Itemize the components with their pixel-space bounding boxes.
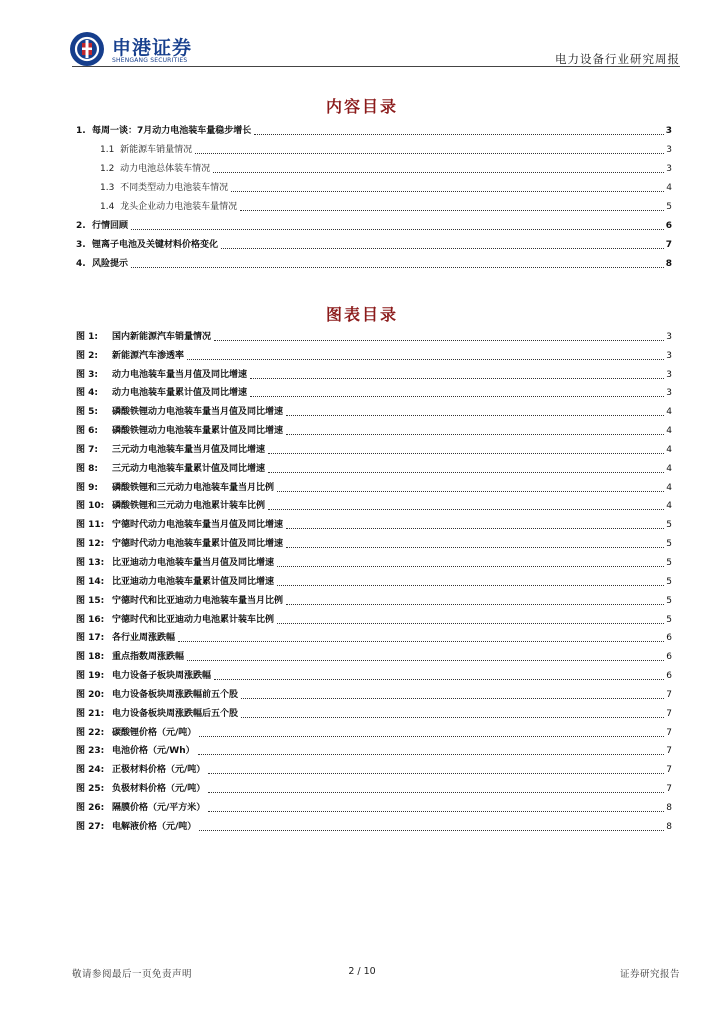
entry-number: 图 14: [76, 576, 105, 587]
figure-entry[interactable] [76, 550, 672, 569]
entry-label: 每周一谈：7月动力电池装车量稳步增长 [91, 126, 252, 136]
contents-entry[interactable] [76, 194, 672, 213]
dot-leader [131, 228, 664, 230]
entry-page-number: 7 [666, 765, 672, 776]
entry-label: 三元动力电池装车量当月值及同比增速 [112, 444, 266, 455]
entry-number: 图 21: [76, 708, 105, 719]
dot-leader [208, 772, 664, 774]
entry-number: 图 22: [76, 727, 105, 738]
entry-page-number: 6 [666, 652, 672, 663]
entry-number: 图 3: [76, 369, 98, 380]
entry-number: 图 26: [76, 802, 105, 813]
entry-label: 不同类型动力电池装车情况 [120, 183, 229, 193]
figure-entry[interactable] [76, 381, 672, 400]
entry-label: 国内新能源汽车销量情况 [112, 331, 212, 342]
entry-label: 宁德时代和比亚迪动力电池装车量当月比例 [112, 595, 284, 606]
contents-entry[interactable] [76, 232, 672, 251]
dot-leader [250, 377, 664, 379]
figure-entry[interactable] [76, 776, 672, 795]
entry-page-number: 3 [666, 369, 672, 380]
entry-label: 隔膜价格（元/平方米） [112, 802, 206, 813]
entry-number: 图 8: [76, 463, 98, 474]
entry-page-number: 8 [665, 259, 672, 269]
entry-number: 图 18: [76, 652, 105, 663]
contents-entry[interactable] [76, 118, 672, 137]
figure-entry[interactable] [76, 663, 672, 682]
dot-leader [199, 735, 664, 737]
dot-leader [214, 339, 664, 341]
entry-label: 风险提示 [91, 259, 128, 269]
entry-page-number: 3 [666, 331, 672, 342]
figure-entry[interactable] [76, 531, 672, 550]
entry-label: 电力设备板块周涨跌幅前五个股 [112, 689, 239, 700]
figure-entry[interactable] [76, 607, 672, 626]
entry-label: 磷酸铁锂和三元动力电池装车量当月比例 [112, 482, 275, 493]
dot-leader [250, 395, 664, 397]
dot-leader [178, 640, 664, 642]
entry-page-number: 3 [666, 164, 672, 174]
entry-page-number: 7 [666, 689, 672, 700]
report-category-title: 电力设备行业研究周报 [555, 52, 680, 66]
figure-entry[interactable] [76, 644, 672, 663]
entry-number: 图 9: [76, 482, 98, 493]
dot-leader [241, 697, 664, 699]
header-divider [72, 66, 680, 67]
figure-entry[interactable] [76, 682, 672, 701]
contents-entry[interactable] [76, 175, 672, 194]
figure-entry[interactable] [76, 475, 672, 494]
dot-leader [277, 622, 664, 624]
entry-number: 图 19: [76, 671, 105, 682]
entry-label: 正极材料价格（元/吨） [112, 765, 206, 776]
contents-entry[interactable] [76, 251, 672, 270]
dot-leader [268, 471, 664, 473]
dot-leader [208, 810, 664, 812]
entry-page-number: 7 [666, 727, 672, 738]
entry-number: 图 11: [76, 520, 105, 531]
figure-entry[interactable] [76, 456, 672, 475]
entry-label: 龙头企业动力电池装车量情况 [120, 202, 238, 212]
figures-list [76, 324, 672, 833]
contents-entry[interactable] [76, 213, 672, 232]
entry-number: 图 2: [76, 350, 98, 361]
figure-entry[interactable] [76, 588, 672, 607]
entry-page-number: 4 [666, 463, 672, 474]
logo-mark-icon [70, 32, 104, 66]
entry-label: 电力设备子板块周涨跌幅 [112, 671, 212, 682]
contents-heading: 内容目录 [325, 97, 398, 116]
entry-page-number: 5 [666, 614, 672, 625]
entry-page-number: 4 [666, 444, 672, 455]
entry-number: 图 20: [76, 689, 105, 700]
figure-entry[interactable] [76, 324, 672, 343]
dot-leader [277, 490, 664, 492]
dot-leader [131, 266, 664, 268]
entry-number: 图 7: [76, 444, 98, 455]
entry-label: 电池价格（元/Wh） [112, 746, 195, 757]
figure-entry[interactable] [76, 757, 672, 776]
entry-number: 2. [76, 221, 86, 231]
entry-number: 图 27: [76, 821, 105, 832]
entry-label: 三元动力电池装车量累计值及同比增速 [112, 463, 266, 474]
report-type: 证券研究报告 [619, 969, 680, 980]
disclaimer-note: 敬请参阅最后一页免责声明 [72, 969, 193, 980]
page-footer [0, 960, 724, 990]
entry-page-number: 5 [666, 202, 672, 212]
entry-label: 各行业周涨跌幅 [112, 633, 176, 644]
entry-page-number: 3 [666, 145, 672, 155]
entry-page-number: 3 [666, 388, 672, 399]
entry-number: 1.1 [100, 145, 115, 155]
dot-leader [277, 584, 664, 586]
dot-leader [187, 358, 664, 360]
entry-number: 4. [76, 259, 86, 269]
entry-number: 图 4: [76, 388, 98, 399]
dot-leader [198, 753, 665, 755]
figure-entry[interactable] [76, 437, 672, 456]
entry-label: 宁德时代动力电池装车量当月值及同比增速 [112, 520, 284, 531]
contents-entry[interactable] [76, 156, 672, 175]
entry-label: 磷酸铁锂动力电池装车量累计值及同比增速 [112, 426, 284, 437]
entry-page-number: 5 [666, 539, 672, 550]
dot-leader [277, 565, 664, 567]
entry-page-number: 8 [666, 802, 672, 813]
entry-label: 宁德时代动力电池装车量累计值及同比增速 [112, 539, 284, 550]
figure-entry[interactable] [76, 362, 672, 381]
entry-label: 动力电池总体装车情况 [120, 164, 211, 174]
entry-number: 3. [76, 240, 86, 250]
entry-label: 重点指数周涨跌幅 [112, 652, 185, 663]
figure-entry[interactable] [76, 814, 672, 833]
entry-page-number: 5 [666, 520, 672, 531]
entry-page-number: 8 [666, 821, 672, 832]
dot-leader [286, 546, 664, 548]
entry-label: 比亚迪动力电池装车量当月值及同比增速 [112, 557, 275, 568]
dot-leader [286, 433, 664, 435]
entry-label: 磷酸铁锂动力电池装车量当月值及同比增速 [112, 407, 284, 418]
entry-page-number: 7 [666, 784, 672, 795]
dot-leader [254, 133, 664, 135]
figure-entry[interactable] [76, 399, 672, 418]
entry-number: 图 10: [76, 501, 105, 512]
entry-label: 新能源汽车渗透率 [112, 350, 185, 361]
entry-number: 图 25: [76, 784, 105, 795]
dot-leader [241, 716, 664, 718]
entry-number: 图 1: [76, 331, 98, 342]
dot-leader [286, 603, 664, 605]
figure-entry[interactable] [76, 512, 672, 531]
entry-page-number: 5 [666, 576, 672, 587]
entry-label: 电力设备板块周涨跌幅后五个股 [112, 708, 239, 719]
entry-label: 负极材料价格（元/吨） [112, 784, 206, 795]
entry-number: 图 17: [76, 633, 105, 644]
entry-page-number: 6 [666, 633, 672, 644]
entry-label: 动力电池装车量累计值及同比增速 [112, 388, 248, 399]
entry-page-number: 3 [666, 350, 672, 361]
entry-page-number: 5 [666, 595, 672, 606]
figure-entry[interactable] [76, 701, 672, 720]
entry-page-number: 4 [666, 482, 672, 493]
dot-leader [286, 414, 664, 416]
entry-number: 1.2 [100, 164, 115, 174]
entry-number: 图 24: [76, 765, 105, 776]
figure-entry[interactable] [76, 494, 672, 513]
dot-leader [240, 209, 664, 211]
entry-number: 图 13: [76, 557, 105, 568]
entry-page-number: 4 [666, 183, 672, 193]
entry-number: 1.4 [100, 202, 115, 212]
entry-label: 锂离子电池及关键材料价格变化 [91, 240, 218, 250]
dot-leader [214, 678, 664, 680]
entry-page-number: 7 [666, 746, 672, 757]
entry-page-number: 3 [665, 126, 672, 136]
figure-entry[interactable] [76, 795, 672, 814]
entry-number: 图 16: [76, 614, 105, 625]
entry-number: 图 5: [76, 407, 98, 418]
dot-leader [213, 171, 664, 173]
entry-page-number: 4 [666, 426, 672, 437]
entry-number: 1. [76, 126, 86, 136]
figure-entry[interactable] [76, 569, 672, 588]
entry-label: 新能源车销量情况 [120, 145, 193, 155]
dot-leader [187, 659, 664, 661]
entry-page-number: 6 [666, 671, 672, 682]
page-header [0, 0, 724, 70]
entry-page-number: 4 [666, 407, 672, 418]
entry-label: 比亚迪动力电池装车量累计值及同比增速 [112, 576, 275, 587]
entry-label: 动力电池装车量当月值及同比增速 [112, 369, 248, 380]
entry-number: 图 12: [76, 539, 105, 550]
figure-entry[interactable] [76, 720, 672, 739]
figure-entry[interactable] [76, 626, 672, 645]
dot-leader [286, 527, 664, 529]
dot-leader [268, 508, 664, 510]
entry-number: 图 15: [76, 595, 105, 606]
dot-leader [221, 247, 664, 249]
entry-page-number: 6 [665, 221, 672, 231]
dot-leader [195, 152, 664, 154]
entry-label: 行情回顾 [91, 221, 128, 231]
contents-list [76, 118, 672, 270]
entry-page-number: 4 [666, 501, 672, 512]
dot-leader [199, 829, 664, 831]
dot-leader [231, 190, 664, 192]
dot-leader [268, 452, 664, 454]
contents-entry[interactable] [76, 137, 672, 156]
page-number: 2 / 10 [348, 966, 376, 977]
dot-leader [208, 791, 664, 793]
entry-page-number: 5 [666, 557, 672, 568]
entry-number: 图 23: [76, 746, 105, 757]
entry-number: 图 6: [76, 426, 98, 437]
logo-text-cn: 申港证券 [112, 37, 193, 59]
figures-heading: 图表目录 [325, 305, 398, 324]
entry-label: 碳酸锂价格（元/吨） [112, 727, 197, 738]
entry-label: 电解液价格（元/吨） [112, 821, 197, 832]
figure-entry[interactable] [76, 418, 672, 437]
entry-page-number: 7 [666, 708, 672, 719]
figure-entry[interactable] [76, 739, 672, 758]
entry-page-number: 7 [665, 240, 672, 250]
entry-number: 1.3 [100, 183, 115, 193]
logo-text-en: SHENGANG SECURITIES [112, 57, 188, 64]
entry-label: 宁德时代和比亚迪动力电池累计装车比例 [112, 614, 275, 625]
entry-label: 磷酸铁锂和三元动力电池累计装车比例 [112, 501, 266, 512]
figure-entry[interactable] [76, 343, 672, 362]
